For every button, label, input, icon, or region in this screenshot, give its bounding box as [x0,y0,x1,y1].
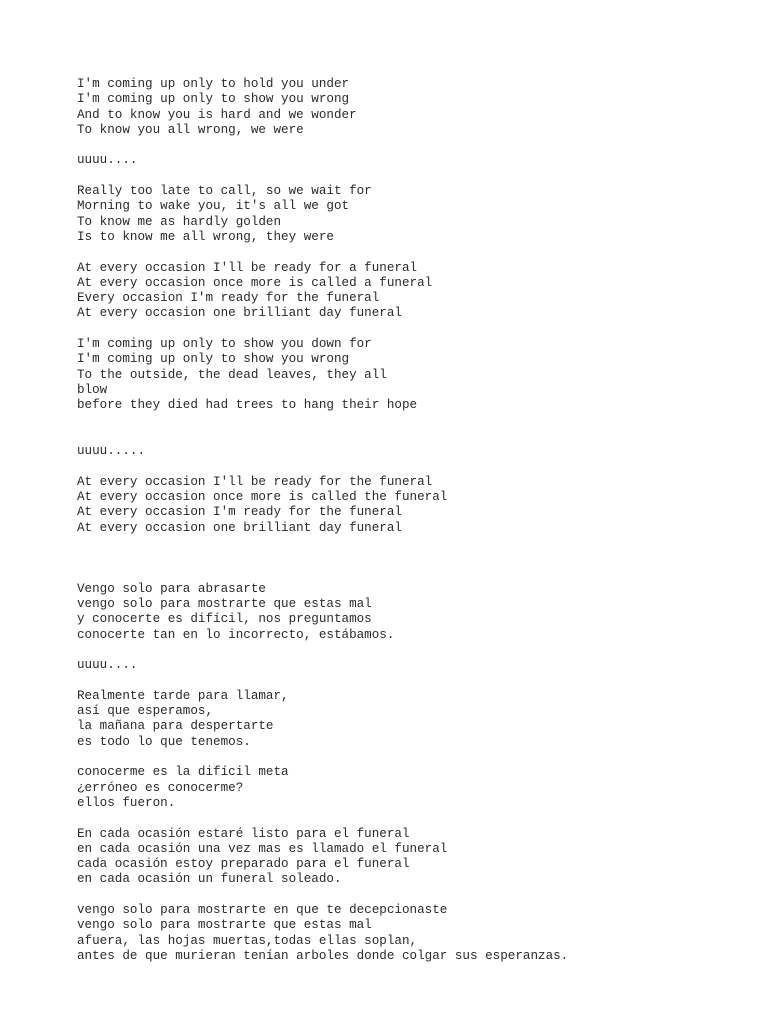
lyric-line: To know me as hardly golden [77,214,282,229]
stanza [77,153,737,168]
stanza [77,337,737,413]
lyric-line: Vengo solo para abrasarte [77,581,266,596]
lyric-line: And to know you is hard and we wonder [77,107,357,122]
lyric-line: así que esperamos, [77,704,214,719]
stanza [77,444,737,459]
lyric-line: I'm coming up only to show you wrong [77,92,350,107]
lyric-line: Is to know me all wrong, they were [77,229,334,244]
lyric-line: Really too late to call, so we wait for [77,184,372,199]
lyric-line: ¿erróneo es conocerme? [77,780,244,795]
stanza [77,475,737,536]
lyric-line: Realmente tarde para llamar, [77,688,289,703]
lyric-line: At every occasion I'll be ready for the funeral [77,474,433,489]
lyric-line: En cada ocasión estaré listo para el funeral [77,826,410,841]
lyric-line: I'm coming up only to show you down for [77,337,372,352]
lyric-line: before they died had trees to hang their hope [77,398,418,413]
stanza [77,765,737,811]
lyric-line: es todo lo que tenemos. [77,734,251,749]
lyric-line: Morning to wake you, it's all we got [77,199,350,214]
stanza [77,77,737,138]
lyric-line: To know you all wrong, we were [77,122,304,137]
stanza [77,903,737,964]
lyric-line: At every occasion one brilliant day funeral [77,520,402,535]
stanza [77,261,737,322]
stanza [77,582,737,643]
lyric-line: antes de que murieran tenían arboles donde colgar sus esperanzas. [77,948,569,963]
stanza [77,827,737,888]
stanza [77,689,737,750]
lyric-line: At every occasion one brilliant day funeral [77,306,402,321]
lyric-line: vengo solo para mostrarte en que te decepcionaste [77,903,448,918]
lyric-line: afuera, las hojas muertas,todas ellas soplan, [77,933,418,948]
lyric-line: I'm coming up only to show you wrong [77,352,350,367]
stanza [77,658,737,673]
lyric-line: cada ocasión estoy preparado para el funeral [77,857,410,872]
lyric-line: At every occasion I'm ready for the funeral [77,505,402,520]
lyric-line: I'm coming up only to hold you under [77,77,350,91]
lyric-line: ellos fueron. [77,795,176,810]
stanza [77,184,737,245]
lyric-line: Every occasion I'm ready for the funeral [77,291,380,306]
lyric-line: en cada ocasión un funeral soleado. [77,872,342,887]
lyric-line: la mañana para despertarte [77,719,274,734]
lyric-line: y conocerte es difícil, nos preguntamos [77,612,372,627]
lyric-line: uuuu.... [77,153,138,168]
lyric-line: conocerte tan en lo incorrecto, estábamos. [77,627,395,642]
lyric-line: uuuu..... [77,444,146,459]
lyric-line: vengo solo para mostrarte que estas mal [77,918,372,933]
lyric-line: vengo solo para mostrarte que estas mal [77,597,372,612]
lyric-line: en cada ocasión una vez mas es llamado el funeral [77,841,448,856]
lyrics-document [77,77,737,980]
lyric-line: To the outside, the dead leaves, they all [77,367,387,382]
lyric-line: At every occasion once more is called the funeral [77,490,448,505]
lyric-line: uuuu.... [77,658,138,673]
lyric-line: At every occasion once more is called a funeral [77,275,433,290]
lyric-line: At every occasion I'll be ready for a funeral [77,260,418,275]
lyric-line: blow [77,382,108,397]
lyric-line: conocerme es la difícil meta [77,765,289,780]
